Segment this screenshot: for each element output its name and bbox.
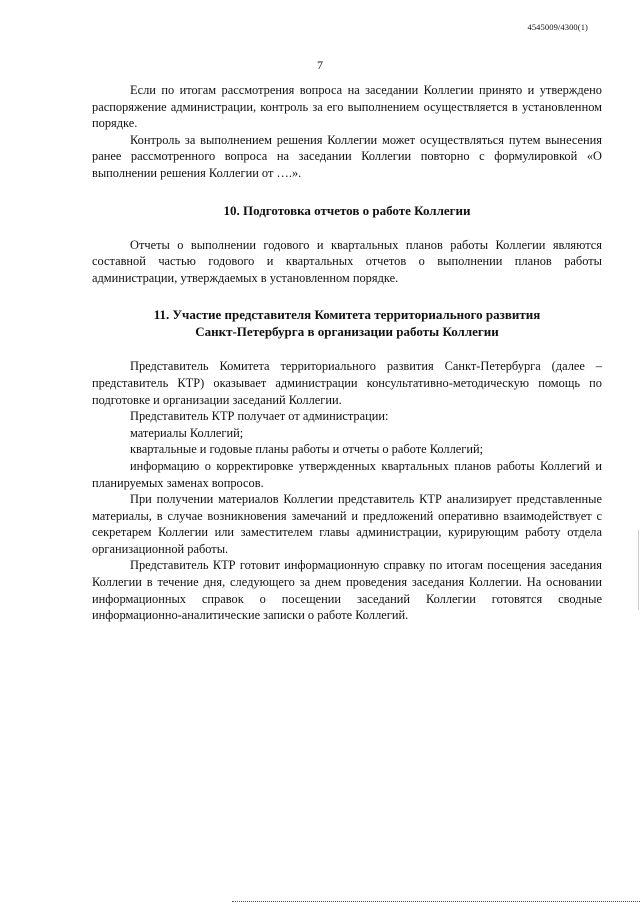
section-11-paragraph: Представитель Комитета территориального развития Санкт-Петербурга (далее – представитель КТР) оказывает администрации консультативно-методическую помощь по подготовке и организации заседаний Коллегии. <box>92 359 602 407</box>
section-11-list-item: материалы Коллегий; <box>130 425 244 440</box>
section-11-paragraph: Представитель КТР готовит информационную справку по итогам посещения заседания Коллегии в течение дня, следующего за днем проведения заседания Коллегии. На основании информационных справок о посещении заседаний Коллегии готовятся сводные информационно-аналитические записки о работе Коллегий. <box>92 558 602 623</box>
scan-edge-mark <box>638 530 639 610</box>
document-code: 4545009/4300(1) <box>527 22 588 32</box>
section-10-heading: 10. Подготовка отчетов о работе Коллегии <box>223 202 471 218</box>
paragraph: Контроль за выполнением решения Коллегии может осуществляться путем вынесения ранее рассмотренного вопроса на заседании Коллегии повторно с формулировкой «О выполнении решения Коллегии от ….». <box>92 132 602 180</box>
section-11-list-item: информацию о корректировке утвержденных квартальных планов работы Коллегий и планируемых заменах вопросов. <box>92 458 602 490</box>
paragraph: Если по итогам рассмотрения вопроса на заседании Коллегии принято и утверждено распоряжение администрации, контроль за его выполнением осуществляется в установленном порядке. <box>92 83 602 131</box>
section-11-list-item: квартальные и годовые планы работы и отчеты о работе Коллегий; <box>130 442 484 457</box>
document-body <box>92 82 602 624</box>
section-11-paragraph: При получении материалов Коллегии представитель КТР анализирует представленные материалы, в случае возникновения замечаний и предложений оперативно взаимодействует с секретарем Коллегии или заместителем главы администрации, курирующим работу отдела организационной работы. <box>92 492 602 556</box>
page-number: 7 <box>317 58 323 72</box>
section-11-paragraph: Представитель КТР получает от администрации: <box>130 409 389 424</box>
section-11-heading <box>92 306 602 340</box>
section-11-heading-line-2: Санкт-Петербурга в организации работы Коллегии <box>195 324 499 340</box>
section-10-paragraph: Отчеты о выполнении годового и квартальных планов работы Коллегии являются составной частью годового и квартальных отчетов о выполнении планов работы администрации, утверждаемых в установленном порядке. <box>92 237 602 285</box>
section-11-heading-line-1: 11. Участие представителя Комитета территориального развития <box>153 307 541 323</box>
scan-bottom-edge <box>232 901 640 903</box>
